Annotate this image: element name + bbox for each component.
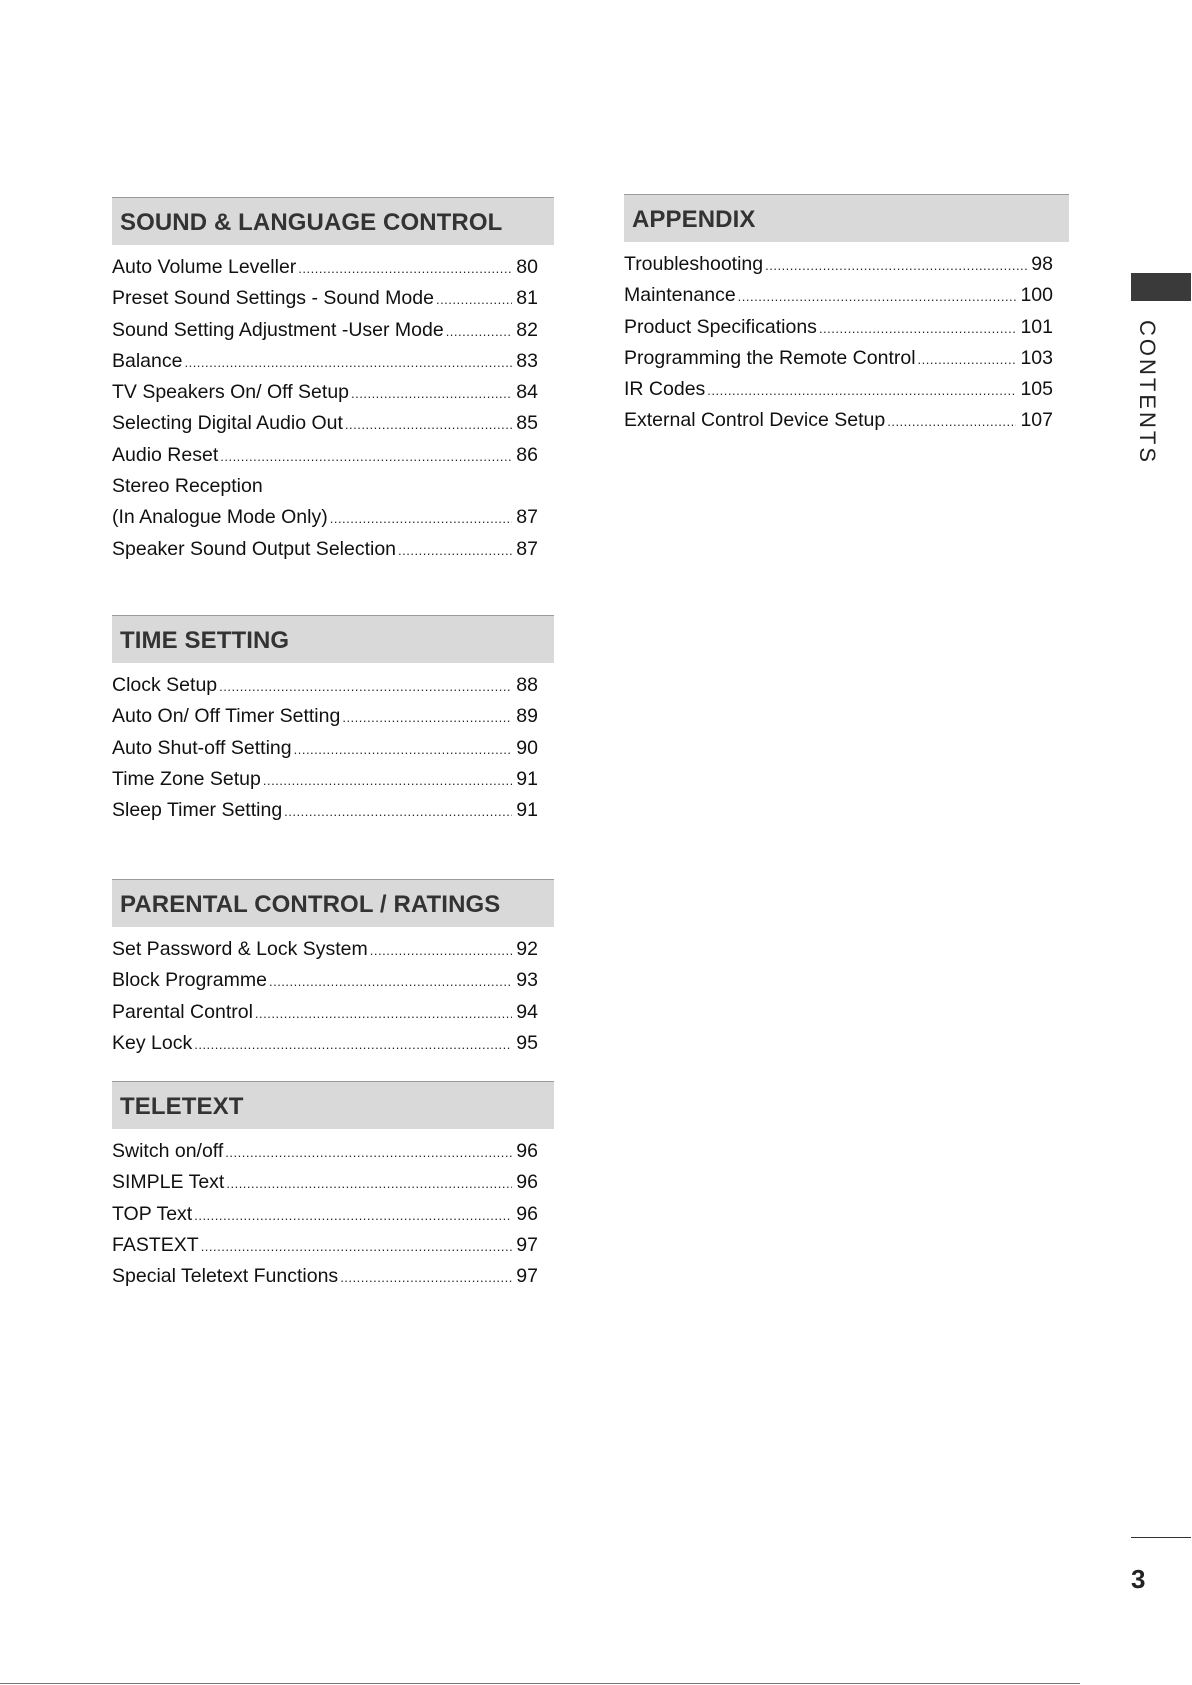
section-header <box>112 1081 554 1129</box>
toc-entry[interactable] <box>112 475 538 506</box>
toc-entry-page-number: 103 <box>1020 346 1053 369</box>
toc-entry-label: Selecting Digital Audio Out <box>112 412 343 435</box>
toc-entry-page-number: 97 <box>516 1233 538 1256</box>
toc-entry-page-number: 83 <box>516 349 538 372</box>
page-number-rule <box>1131 1537 1191 1538</box>
toc-entry[interactable] <box>112 1171 538 1202</box>
toc-section-sound-language-control <box>112 197 554 569</box>
dot-leader <box>330 511 512 526</box>
toc-entry-label: Audio Reset <box>112 443 219 466</box>
toc-entry[interactable] <box>112 737 538 768</box>
toc-entry-label: (In Analogue Mode Only) <box>112 506 328 529</box>
toc-entry-label: Parental Control <box>112 1000 253 1023</box>
toc-entry-label: Programming the Remote Control <box>624 346 916 369</box>
dot-leader <box>342 710 512 725</box>
toc-entry-label: SIMPLE Text <box>112 1171 225 1194</box>
toc-entry-label: Sound Setting Adjustment -User Mode <box>112 318 444 341</box>
toc-entry[interactable] <box>112 1234 538 1265</box>
dot-leader <box>345 417 512 432</box>
dot-leader <box>738 289 1017 304</box>
toc-entry[interactable] <box>112 705 538 736</box>
toc-entry-label: Balance <box>112 349 183 372</box>
dot-leader <box>225 1145 512 1160</box>
toc-entry-label: Time Zone Setup <box>112 767 261 790</box>
toc-entry[interactable] <box>112 768 538 799</box>
dot-leader <box>201 1239 512 1254</box>
toc-entry-label: FASTEXT <box>112 1233 199 1256</box>
dot-leader <box>269 974 512 989</box>
toc-entry[interactable] <box>624 347 1053 378</box>
toc-entry-page-number: 94 <box>516 1000 538 1023</box>
toc-entry-page-number: 86 <box>516 443 538 466</box>
toc-entry[interactable] <box>112 381 538 412</box>
toc-entry-page-number: 87 <box>516 537 538 560</box>
section-title: TIME SETTING <box>120 627 290 654</box>
toc-entry-label: Auto On/ Off Timer Setting <box>112 705 341 728</box>
toc-section-appendix <box>624 194 1069 441</box>
toc-entry-page-number: 95 <box>516 1031 538 1054</box>
dot-leader <box>370 943 512 958</box>
section-header <box>112 879 554 927</box>
toc-entry[interactable] <box>112 538 538 569</box>
dot-leader <box>707 383 1016 398</box>
toc-entry[interactable] <box>624 284 1053 315</box>
toc-entry[interactable] <box>112 412 538 443</box>
toc-entry[interactable] <box>624 253 1053 284</box>
toc-entry-label: Key Lock <box>112 1031 193 1054</box>
toc-entry-list <box>112 256 538 569</box>
toc-entry-label: Preset Sound Settings - Sound Mode <box>112 287 434 310</box>
toc-entry-label: Troubleshooting <box>624 253 764 275</box>
toc-entry-page-number: 91 <box>516 799 538 822</box>
dot-leader <box>194 1037 512 1052</box>
toc-entry-label: Set Password & Lock System <box>112 938 368 960</box>
dot-leader <box>194 1208 512 1223</box>
toc-entry-list <box>112 674 538 830</box>
toc-entry[interactable] <box>112 1001 538 1032</box>
toc-entry[interactable] <box>112 350 538 381</box>
toc-entry-label: TOP Text <box>112 1202 193 1225</box>
page-number: 3 <box>1131 1564 1146 1594</box>
toc-entry[interactable] <box>112 1032 538 1063</box>
toc-entry-label: Product Specifications <box>624 315 817 338</box>
toc-entry-label: Speaker Sound Output Selection <box>112 537 397 560</box>
toc-section-parental-control-ratings <box>112 879 554 1063</box>
toc-entry-page-number: 90 <box>516 736 538 759</box>
dot-leader <box>819 321 1017 336</box>
toc-entry[interactable] <box>112 287 538 318</box>
toc-entry-page-number: 105 <box>1020 378 1053 401</box>
toc-entry-page-number: 82 <box>516 318 538 341</box>
toc-entry[interactable] <box>112 319 538 350</box>
toc-entry[interactable] <box>112 969 538 1000</box>
toc-entry-page-number: 89 <box>516 705 538 728</box>
toc-entry-label: Auto Shut-off Setting <box>112 736 292 759</box>
toc-entry[interactable] <box>624 378 1053 409</box>
toc-entry-label: Auto Volume Leveller <box>112 256 297 278</box>
toc-entry-label: Special Teletext Functions <box>112 1265 339 1288</box>
dot-leader <box>298 261 512 276</box>
toc-entry-label: Stereo Reception <box>112 475 263 498</box>
section-title: APPENDIX <box>632 206 756 233</box>
toc-entry-page-number: 97 <box>516 1265 538 1288</box>
toc-entry-label: TV Speakers On/ Off Setup <box>112 381 350 404</box>
section-title: SOUND & LANGUAGE CONTROL <box>120 209 503 236</box>
bottom-rule <box>0 1683 1080 1684</box>
toc-entry-page-number: 101 <box>1020 315 1053 338</box>
toc-entry[interactable] <box>112 1265 538 1296</box>
toc-entry-label: Sleep Timer Setting <box>112 799 283 822</box>
toc-entry-list <box>112 1140 538 1296</box>
toc-entry-page-number: 84 <box>516 381 538 404</box>
toc-entry-page-number: 96 <box>516 1140 538 1162</box>
dot-leader <box>219 679 512 694</box>
toc-entry[interactable] <box>112 1140 538 1171</box>
toc-entry-page-number: 85 <box>516 412 538 435</box>
toc-entry-list <box>112 938 538 1063</box>
toc-section-time-setting <box>112 615 554 830</box>
dot-leader <box>765 258 1027 273</box>
dot-leader <box>340 1270 512 1285</box>
toc-entry[interactable] <box>112 1203 538 1234</box>
dot-leader <box>918 352 1017 367</box>
toc-entry-label: Block Programme <box>112 969 267 992</box>
toc-entry[interactable] <box>112 799 538 830</box>
toc-entry-page-number: 93 <box>516 969 538 992</box>
toc-entry-page-number: 92 <box>516 938 538 960</box>
toc-entry-page-number: 96 <box>516 1202 538 1225</box>
dot-leader <box>184 355 512 370</box>
dot-leader <box>294 742 512 757</box>
dot-leader <box>398 543 512 558</box>
contents-side-label <box>1132 320 1162 465</box>
toc-entry[interactable] <box>112 444 538 475</box>
toc-entry-page-number: 98 <box>1031 253 1053 275</box>
section-header <box>624 194 1069 242</box>
toc-entry-page-number: 81 <box>516 287 538 310</box>
toc-section-teletext <box>112 1081 554 1296</box>
contents-tab-marker <box>1131 273 1191 301</box>
toc-entry[interactable] <box>624 316 1053 347</box>
toc-entry-page-number: 80 <box>516 256 538 278</box>
toc-entry[interactable] <box>624 409 1053 440</box>
toc-entry-page-number: 88 <box>516 674 538 696</box>
toc-entry[interactable] <box>112 674 538 705</box>
section-title: TELETEXT <box>120 1093 244 1120</box>
toc-entry[interactable] <box>112 938 538 969</box>
toc-entry-page-number: 91 <box>516 767 538 790</box>
toc-entry[interactable] <box>112 506 538 537</box>
dot-leader <box>255 1006 512 1021</box>
dot-leader <box>226 1176 512 1191</box>
dot-leader <box>351 386 512 401</box>
toc-entry-label: Clock Setup <box>112 674 218 696</box>
toc-entry-page-number: 100 <box>1020 284 1053 307</box>
toc-entry-label: External Control Device Setup <box>624 409 886 432</box>
toc-entry-page-number: 107 <box>1020 409 1053 432</box>
dot-leader <box>446 324 512 339</box>
section-title: PARENTAL CONTROL / RATINGS <box>120 891 501 918</box>
toc-entry-label: Maintenance <box>624 284 736 307</box>
dot-leader <box>436 292 512 307</box>
toc-entry-label: Switch on/off <box>112 1140 224 1162</box>
toc-entry-page-number: 87 <box>516 506 538 529</box>
toc-entry-label: IR Codes <box>624 378 706 401</box>
dot-leader <box>263 773 512 788</box>
toc-entry-page-number: 96 <box>516 1171 538 1194</box>
contents-side-label-text: CONTENTS <box>1135 320 1160 465</box>
section-header <box>112 615 554 663</box>
dot-leader <box>284 804 512 819</box>
toc-entry[interactable] <box>112 256 538 287</box>
dot-leader <box>887 414 1016 429</box>
dot-leader <box>220 449 512 464</box>
toc-entry-list <box>624 253 1053 441</box>
section-header <box>112 197 554 245</box>
